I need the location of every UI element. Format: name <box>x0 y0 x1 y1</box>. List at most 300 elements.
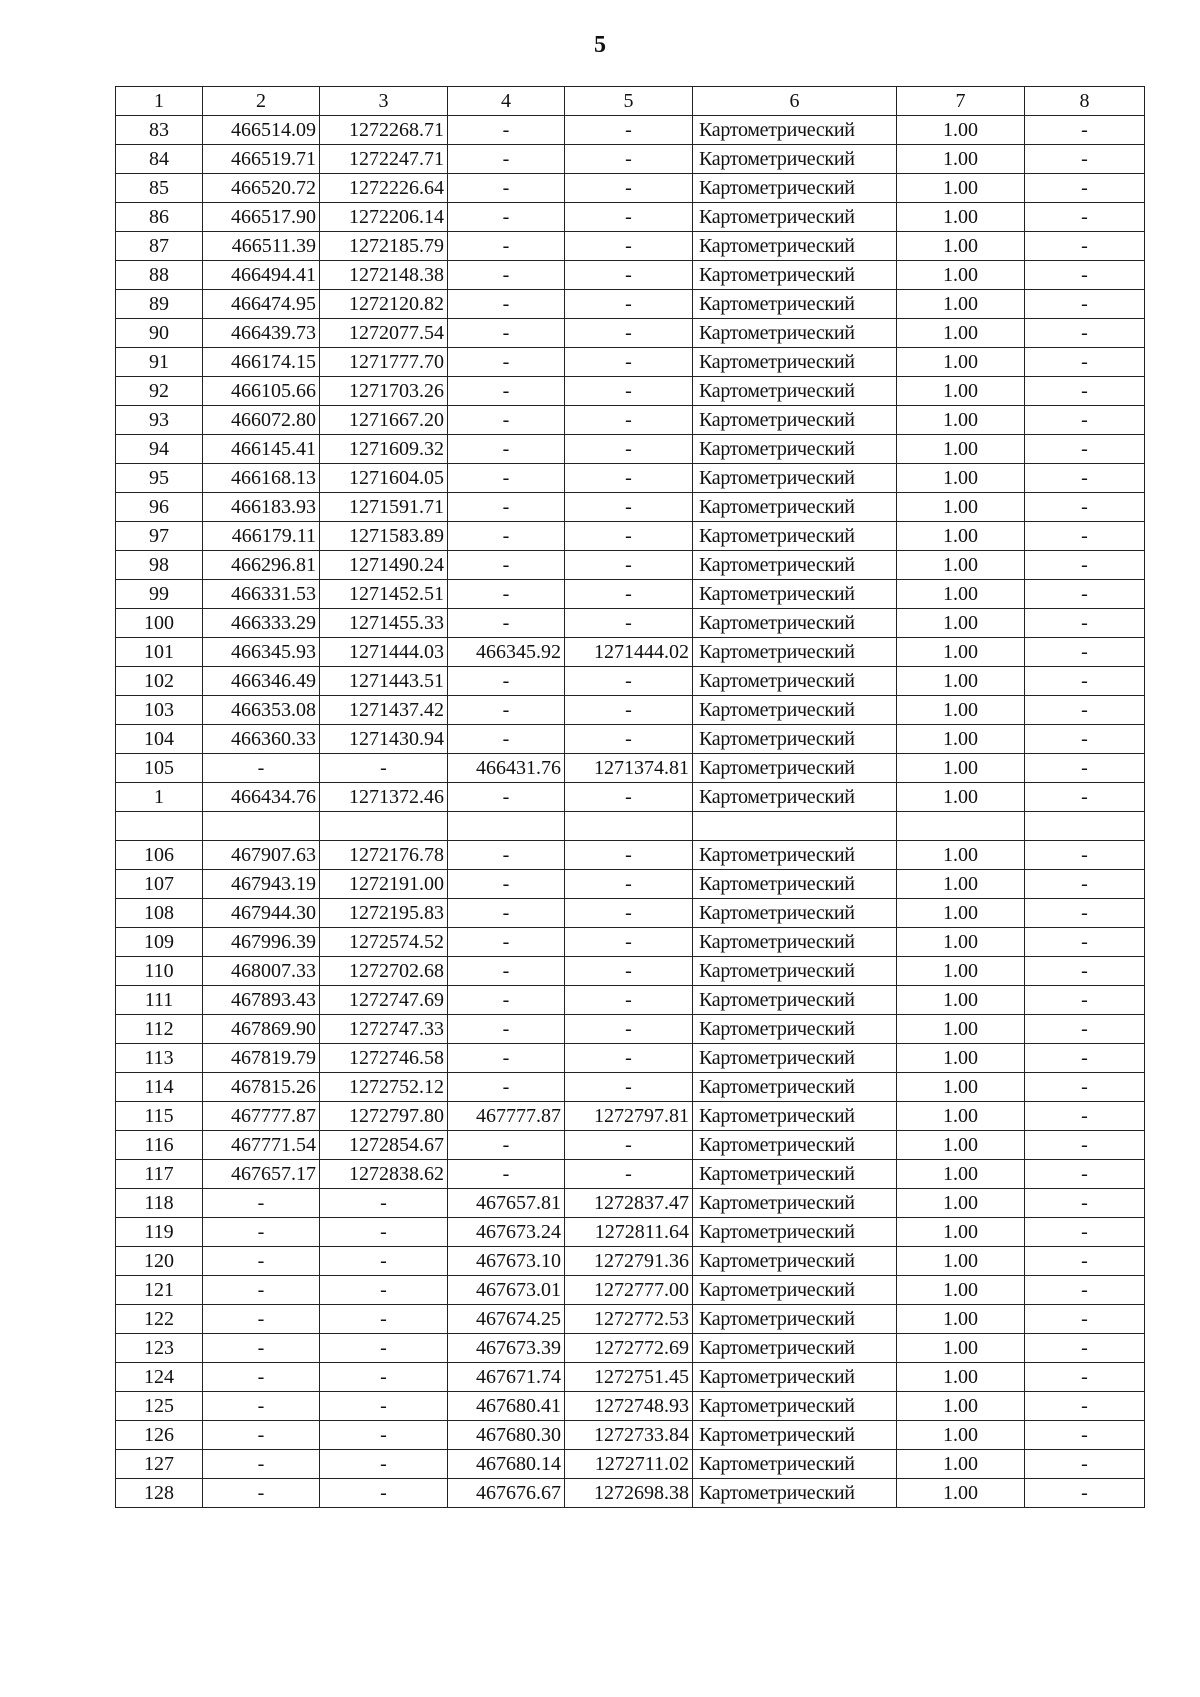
cell-description: - <box>1025 145 1145 174</box>
cell-accuracy: 1.00 <box>897 1276 1025 1305</box>
cell-accuracy: 1.00 <box>897 551 1025 580</box>
cell-x-new: 467673.01 <box>448 1276 565 1305</box>
cell-x-new: - <box>448 464 565 493</box>
header-cell-col-3: 3 <box>320 87 448 116</box>
cell-y-existing: 1271443.51 <box>320 667 448 696</box>
cell-method: Картометрический <box>693 1450 897 1479</box>
cell-description: - <box>1025 870 1145 899</box>
cell-y-existing: - <box>320 1276 448 1305</box>
cell-method: Картометрический <box>693 522 897 551</box>
cell-x-existing: 466183.93 <box>203 493 320 522</box>
cell-x-existing: 466331.53 <box>203 580 320 609</box>
cell-x-new: - <box>448 580 565 609</box>
cell-accuracy: 1.00 <box>897 1160 1025 1189</box>
table-row <box>116 1450 1145 1479</box>
cell-method: Картометрический <box>693 783 897 812</box>
cell-y-existing: 1272574.52 <box>320 928 448 957</box>
cell-method: Картометрический <box>693 1363 897 1392</box>
cell-accuracy: 1.00 <box>897 464 1025 493</box>
cell-accuracy: 1.00 <box>897 145 1025 174</box>
cell-point-number: 101 <box>116 638 203 667</box>
cell-method: Картометрический <box>693 1218 897 1247</box>
cell-y-existing: 1272185.79 <box>320 232 448 261</box>
table-row <box>116 145 1145 174</box>
table-row <box>116 928 1145 957</box>
cell-x-existing: 466333.29 <box>203 609 320 638</box>
cell-y-existing: 1271583.89 <box>320 522 448 551</box>
cell-y-new: - <box>565 377 693 406</box>
table-row <box>116 1276 1145 1305</box>
table-row <box>116 406 1145 435</box>
cell-method: Картометрический <box>693 899 897 928</box>
cell-y-new: - <box>565 696 693 725</box>
cell-description <box>1025 812 1145 841</box>
cell-point-number: 96 <box>116 493 203 522</box>
cell-accuracy: 1.00 <box>897 986 1025 1015</box>
cell-y-existing: 1271444.03 <box>320 638 448 667</box>
cell-y-new: - <box>565 145 693 174</box>
coordinates-table <box>115 86 1145 1508</box>
cell-description: - <box>1025 1073 1145 1102</box>
cell-accuracy: 1.00 <box>897 290 1025 319</box>
cell-accuracy: 1.00 <box>897 638 1025 667</box>
cell-y-new: - <box>565 348 693 377</box>
cell-x-new: - <box>448 696 565 725</box>
cell-y-new: - <box>565 464 693 493</box>
cell-point-number: 119 <box>116 1218 203 1247</box>
cell-x-existing: 467893.43 <box>203 986 320 1015</box>
cell-point-number: 85 <box>116 174 203 203</box>
cell-point-number: 128 <box>116 1479 203 1508</box>
cell-x-new: - <box>448 986 565 1015</box>
cell-y-existing: 1272195.83 <box>320 899 448 928</box>
cell-accuracy: 1.00 <box>897 1102 1025 1131</box>
cell-accuracy: 1.00 <box>897 232 1025 261</box>
cell-y-existing: 1272752.12 <box>320 1073 448 1102</box>
cell-description: - <box>1025 1189 1145 1218</box>
cell-description: - <box>1025 754 1145 783</box>
cell-x-new: 467673.24 <box>448 1218 565 1247</box>
table-row <box>116 1363 1145 1392</box>
cell-method: Картометрический <box>693 928 897 957</box>
cell-x-new: - <box>448 116 565 145</box>
cell-y-existing: 1271777.70 <box>320 348 448 377</box>
cell-y-new: 1272777.00 <box>565 1276 693 1305</box>
cell-x-new: - <box>448 1131 565 1160</box>
cell-accuracy: 1.00 <box>897 580 1025 609</box>
cell-accuracy: 1.00 <box>897 1073 1025 1102</box>
cell-description: - <box>1025 1276 1145 1305</box>
cell-point-number: 102 <box>116 667 203 696</box>
cell-y-existing: - <box>320 1392 448 1421</box>
cell-x-existing: 467819.79 <box>203 1044 320 1073</box>
table-row <box>116 551 1145 580</box>
cell-point-number: 125 <box>116 1392 203 1421</box>
cell-y-existing: - <box>320 754 448 783</box>
cell-y-new: - <box>565 870 693 899</box>
cell-x-existing: 467657.17 <box>203 1160 320 1189</box>
cell-description: - <box>1025 1334 1145 1363</box>
cell-point-number: 127 <box>116 1450 203 1479</box>
cell-method: Картометрический <box>693 203 897 232</box>
cell-y-new: - <box>565 609 693 638</box>
table-row <box>116 1479 1145 1508</box>
cell-y-existing <box>320 812 448 841</box>
cell-description: - <box>1025 261 1145 290</box>
cell-method: Картометрический <box>693 464 897 493</box>
cell-method: Картометрический <box>693 841 897 870</box>
cell-x-existing: 466345.93 <box>203 638 320 667</box>
cell-y-new: - <box>565 551 693 580</box>
cell-description: - <box>1025 1450 1145 1479</box>
cell-point-number: 126 <box>116 1421 203 1450</box>
cell-x-existing: 467815.26 <box>203 1073 320 1102</box>
cell-x-existing: 466474.95 <box>203 290 320 319</box>
cell-y-existing: 1272747.69 <box>320 986 448 1015</box>
cell-description: - <box>1025 1131 1145 1160</box>
cell-x-existing: 467907.63 <box>203 841 320 870</box>
table-row <box>116 1189 1145 1218</box>
cell-y-new: - <box>565 1015 693 1044</box>
cell-method: Картометрический <box>693 1334 897 1363</box>
cell-accuracy: 1.00 <box>897 116 1025 145</box>
header-cell-col-4: 4 <box>448 87 565 116</box>
table-row <box>116 493 1145 522</box>
cell-accuracy: 1.00 <box>897 493 1025 522</box>
cell-x-new: - <box>448 203 565 232</box>
cell-y-new: 1272733.84 <box>565 1421 693 1450</box>
cell-point-number: 124 <box>116 1363 203 1392</box>
cell-y-existing: - <box>320 1247 448 1276</box>
cell-point-number: 1 <box>116 783 203 812</box>
cell-y-new <box>565 812 693 841</box>
cell-point-number: 88 <box>116 261 203 290</box>
cell-x-existing: 467777.87 <box>203 1102 320 1131</box>
cell-x-existing <box>203 812 320 841</box>
cell-accuracy: 1.00 <box>897 261 1025 290</box>
cell-y-existing: 1272854.67 <box>320 1131 448 1160</box>
cell-x-new: - <box>448 1015 565 1044</box>
cell-method: Картометрический <box>693 232 897 261</box>
cell-y-new: - <box>565 986 693 1015</box>
table-row <box>116 1305 1145 1334</box>
table-body <box>116 116 1145 1508</box>
cell-description: - <box>1025 1479 1145 1508</box>
cell-x-new: - <box>448 319 565 348</box>
cell-method: Картометрический <box>693 1305 897 1334</box>
cell-y-new: - <box>565 1044 693 1073</box>
cell-y-existing: 1271667.20 <box>320 406 448 435</box>
cell-x-new: 467671.74 <box>448 1363 565 1392</box>
cell-method: Картометрический <box>693 406 897 435</box>
cell-y-new: - <box>565 261 693 290</box>
table-row <box>116 1247 1145 1276</box>
cell-y-new: - <box>565 406 693 435</box>
cell-y-existing: 1271609.32 <box>320 435 448 464</box>
cell-method: Картометрический <box>693 986 897 1015</box>
cell-x-existing: 466519.71 <box>203 145 320 174</box>
cell-y-existing: 1271452.51 <box>320 580 448 609</box>
cell-method: Картометрический <box>693 1392 897 1421</box>
cell-accuracy: 1.00 <box>897 522 1025 551</box>
cell-y-existing: 1272268.71 <box>320 116 448 145</box>
cell-method: Картометрический <box>693 319 897 348</box>
cell-x-existing: 466353.08 <box>203 696 320 725</box>
table-row <box>116 116 1145 145</box>
cell-x-existing: - <box>203 1479 320 1508</box>
cell-x-new: - <box>448 435 565 464</box>
cell-description: - <box>1025 406 1145 435</box>
cell-y-new: 1272837.47 <box>565 1189 693 1218</box>
cell-x-existing: 467771.54 <box>203 1131 320 1160</box>
cell-method: Картометрический <box>693 116 897 145</box>
cell-point-number: 115 <box>116 1102 203 1131</box>
cell-accuracy: 1.00 <box>897 1421 1025 1450</box>
cell-method: Картометрический <box>693 1479 897 1508</box>
cell-method: Картометрический <box>693 870 897 899</box>
cell-method: Картометрический <box>693 638 897 667</box>
cell-x-existing: 466517.90 <box>203 203 320 232</box>
cell-description: - <box>1025 348 1145 377</box>
cell-x-existing: - <box>203 1363 320 1392</box>
cell-x-existing: 466494.41 <box>203 261 320 290</box>
cell-y-existing: 1272838.62 <box>320 1160 448 1189</box>
cell-y-new: - <box>565 435 693 464</box>
cell-description: - <box>1025 696 1145 725</box>
cell-description: - <box>1025 174 1145 203</box>
cell-point-number: 89 <box>116 290 203 319</box>
cell-y-new: 1271374.81 <box>565 754 693 783</box>
cell-x-existing: 467944.30 <box>203 899 320 928</box>
cell-description: - <box>1025 609 1145 638</box>
cell-point-number: 104 <box>116 725 203 754</box>
cell-x-existing: 467869.90 <box>203 1015 320 1044</box>
cell-y-new: - <box>565 116 693 145</box>
header-cell-col-1: 1 <box>116 87 203 116</box>
cell-y-existing: 1271430.94 <box>320 725 448 754</box>
cell-y-existing: 1272747.33 <box>320 1015 448 1044</box>
cell-accuracy: 1.00 <box>897 435 1025 464</box>
cell-accuracy: 1.00 <box>897 1131 1025 1160</box>
cell-description: - <box>1025 667 1145 696</box>
cell-x-existing: - <box>203 1421 320 1450</box>
cell-x-existing: - <box>203 1247 320 1276</box>
cell-x-new: - <box>448 522 565 551</box>
header-cell-col-7: 7 <box>897 87 1025 116</box>
cell-y-existing: - <box>320 1479 448 1508</box>
cell-point-number: 121 <box>116 1276 203 1305</box>
cell-description: - <box>1025 1102 1145 1131</box>
cell-accuracy: 1.00 <box>897 174 1025 203</box>
table-row <box>116 609 1145 638</box>
cell-x-existing: 466174.15 <box>203 348 320 377</box>
cell-x-new: - <box>448 290 565 319</box>
cell-y-existing: 1272746.58 <box>320 1044 448 1073</box>
table-row <box>116 435 1145 464</box>
cell-description: - <box>1025 464 1145 493</box>
cell-y-existing: 1271591.71 <box>320 493 448 522</box>
cell-accuracy: 1.00 <box>897 1450 1025 1479</box>
cell-method: Картометрический <box>693 1160 897 1189</box>
cell-x-existing: 466434.76 <box>203 783 320 812</box>
table-row <box>116 870 1145 899</box>
cell-method: Картометрический <box>693 1131 897 1160</box>
cell-method: Картометрический <box>693 696 897 725</box>
cell-y-new: - <box>565 928 693 957</box>
cell-method: Картометрический <box>693 725 897 754</box>
cell-description: - <box>1025 1247 1145 1276</box>
cell-x-existing: - <box>203 1218 320 1247</box>
cell-x-new: 467680.41 <box>448 1392 565 1421</box>
cell-point-number: 86 <box>116 203 203 232</box>
table-row <box>116 754 1145 783</box>
cell-y-existing: 1271372.46 <box>320 783 448 812</box>
cell-point-number <box>116 812 203 841</box>
cell-description: - <box>1025 1421 1145 1450</box>
cell-point-number: 112 <box>116 1015 203 1044</box>
cell-method: Картометрический <box>693 1247 897 1276</box>
cell-x-existing: - <box>203 1276 320 1305</box>
cell-x-new: - <box>448 1160 565 1189</box>
cell-y-new: 1272748.93 <box>565 1392 693 1421</box>
cell-y-new: - <box>565 319 693 348</box>
cell-description: - <box>1025 435 1145 464</box>
cell-x-existing: 466105.66 <box>203 377 320 406</box>
cell-y-new: 1272751.45 <box>565 1363 693 1392</box>
cell-accuracy: 1.00 <box>897 319 1025 348</box>
cell-description: - <box>1025 957 1145 986</box>
cell-y-new: - <box>565 1131 693 1160</box>
cell-y-existing: - <box>320 1421 448 1450</box>
cell-y-new: - <box>565 1160 693 1189</box>
cell-point-number: 118 <box>116 1189 203 1218</box>
cell-y-existing: - <box>320 1450 448 1479</box>
table-row <box>116 1392 1145 1421</box>
cell-accuracy: 1.00 <box>897 1015 1025 1044</box>
cell-y-existing: - <box>320 1363 448 1392</box>
cell-method: Картометрический <box>693 377 897 406</box>
cell-method: Картометрический <box>693 667 897 696</box>
cell-point-number: 87 <box>116 232 203 261</box>
cell-y-new: - <box>565 667 693 696</box>
cell-point-number: 90 <box>116 319 203 348</box>
cell-point-number: 93 <box>116 406 203 435</box>
header-row <box>116 87 1145 116</box>
cell-x-new: - <box>448 377 565 406</box>
cell-description: - <box>1025 1363 1145 1392</box>
cell-x-existing: - <box>203 754 320 783</box>
cell-y-existing: 1272226.64 <box>320 174 448 203</box>
cell-x-new: - <box>448 1044 565 1073</box>
cell-accuracy: 1.00 <box>897 1334 1025 1363</box>
table-row <box>116 1073 1145 1102</box>
cell-description: - <box>1025 1015 1145 1044</box>
table-row <box>116 841 1145 870</box>
cell-x-new: - <box>448 870 565 899</box>
cell-method: Картометрический <box>693 580 897 609</box>
cell-method: Картометрический <box>693 435 897 464</box>
table-row <box>116 522 1145 551</box>
page-number: 5 <box>594 32 606 58</box>
table-row <box>116 1131 1145 1160</box>
cell-accuracy: 1.00 <box>897 203 1025 232</box>
cell-x-new: - <box>448 261 565 290</box>
cell-point-number: 84 <box>116 145 203 174</box>
cell-x-existing: 466296.81 <box>203 551 320 580</box>
cell-point-number: 92 <box>116 377 203 406</box>
cell-point-number: 111 <box>116 986 203 1015</box>
cell-y-existing: 1272148.38 <box>320 261 448 290</box>
cell-description: - <box>1025 928 1145 957</box>
table-row <box>116 290 1145 319</box>
table-row <box>116 957 1145 986</box>
cell-x-new: 467777.87 <box>448 1102 565 1131</box>
cell-y-new: 1272797.81 <box>565 1102 693 1131</box>
cell-point-number: 99 <box>116 580 203 609</box>
table-row <box>116 464 1145 493</box>
table-row <box>116 1015 1145 1044</box>
cell-method: Картометрический <box>693 1073 897 1102</box>
header-cell-col-6: 6 <box>693 87 897 116</box>
cell-y-existing: - <box>320 1218 448 1247</box>
cell-x-new: 466431.76 <box>448 754 565 783</box>
cell-y-new: - <box>565 1073 693 1102</box>
table-row <box>116 203 1145 232</box>
cell-method: Картометрический <box>693 174 897 203</box>
table-row <box>116 377 1145 406</box>
cell-accuracy: 1.00 <box>897 348 1025 377</box>
cell-point-number: 109 <box>116 928 203 957</box>
cell-y-existing: - <box>320 1334 448 1363</box>
cell-x-existing: 467943.19 <box>203 870 320 899</box>
cell-x-existing: 466511.39 <box>203 232 320 261</box>
cell-y-existing: 1272077.54 <box>320 319 448 348</box>
cell-point-number: 108 <box>116 899 203 928</box>
cell-x-existing: 466439.73 <box>203 319 320 348</box>
cell-x-new <box>448 812 565 841</box>
cell-description: - <box>1025 783 1145 812</box>
table-row <box>116 1421 1145 1450</box>
cell-description: - <box>1025 1305 1145 1334</box>
cell-y-existing: 1272247.71 <box>320 145 448 174</box>
cell-point-number: 122 <box>116 1305 203 1334</box>
cell-accuracy: 1.00 <box>897 1479 1025 1508</box>
cell-method: Картометрический <box>693 493 897 522</box>
cell-x-existing: 468007.33 <box>203 957 320 986</box>
cell-description: - <box>1025 638 1145 667</box>
cell-x-new: - <box>448 667 565 696</box>
cell-point-number: 106 <box>116 841 203 870</box>
cell-accuracy: 1.00 <box>897 1189 1025 1218</box>
cell-x-new: 467673.39 <box>448 1334 565 1363</box>
cell-accuracy: 1.00 <box>897 406 1025 435</box>
cell-y-existing: 1272797.80 <box>320 1102 448 1131</box>
cell-x-new: 467657.81 <box>448 1189 565 1218</box>
cell-x-new: - <box>448 174 565 203</box>
table-row <box>116 319 1145 348</box>
cell-y-new: - <box>565 174 693 203</box>
cell-x-new: - <box>448 783 565 812</box>
cell-point-number: 98 <box>116 551 203 580</box>
cell-accuracy: 1.00 <box>897 667 1025 696</box>
cell-y-existing: 1271604.05 <box>320 464 448 493</box>
cell-method: Картометрический <box>693 290 897 319</box>
cell-x-new: 466345.92 <box>448 638 565 667</box>
table-row <box>116 1218 1145 1247</box>
cell-accuracy: 1.00 <box>897 1044 1025 1073</box>
cell-x-existing: - <box>203 1392 320 1421</box>
cell-accuracy: 1.00 <box>897 754 1025 783</box>
